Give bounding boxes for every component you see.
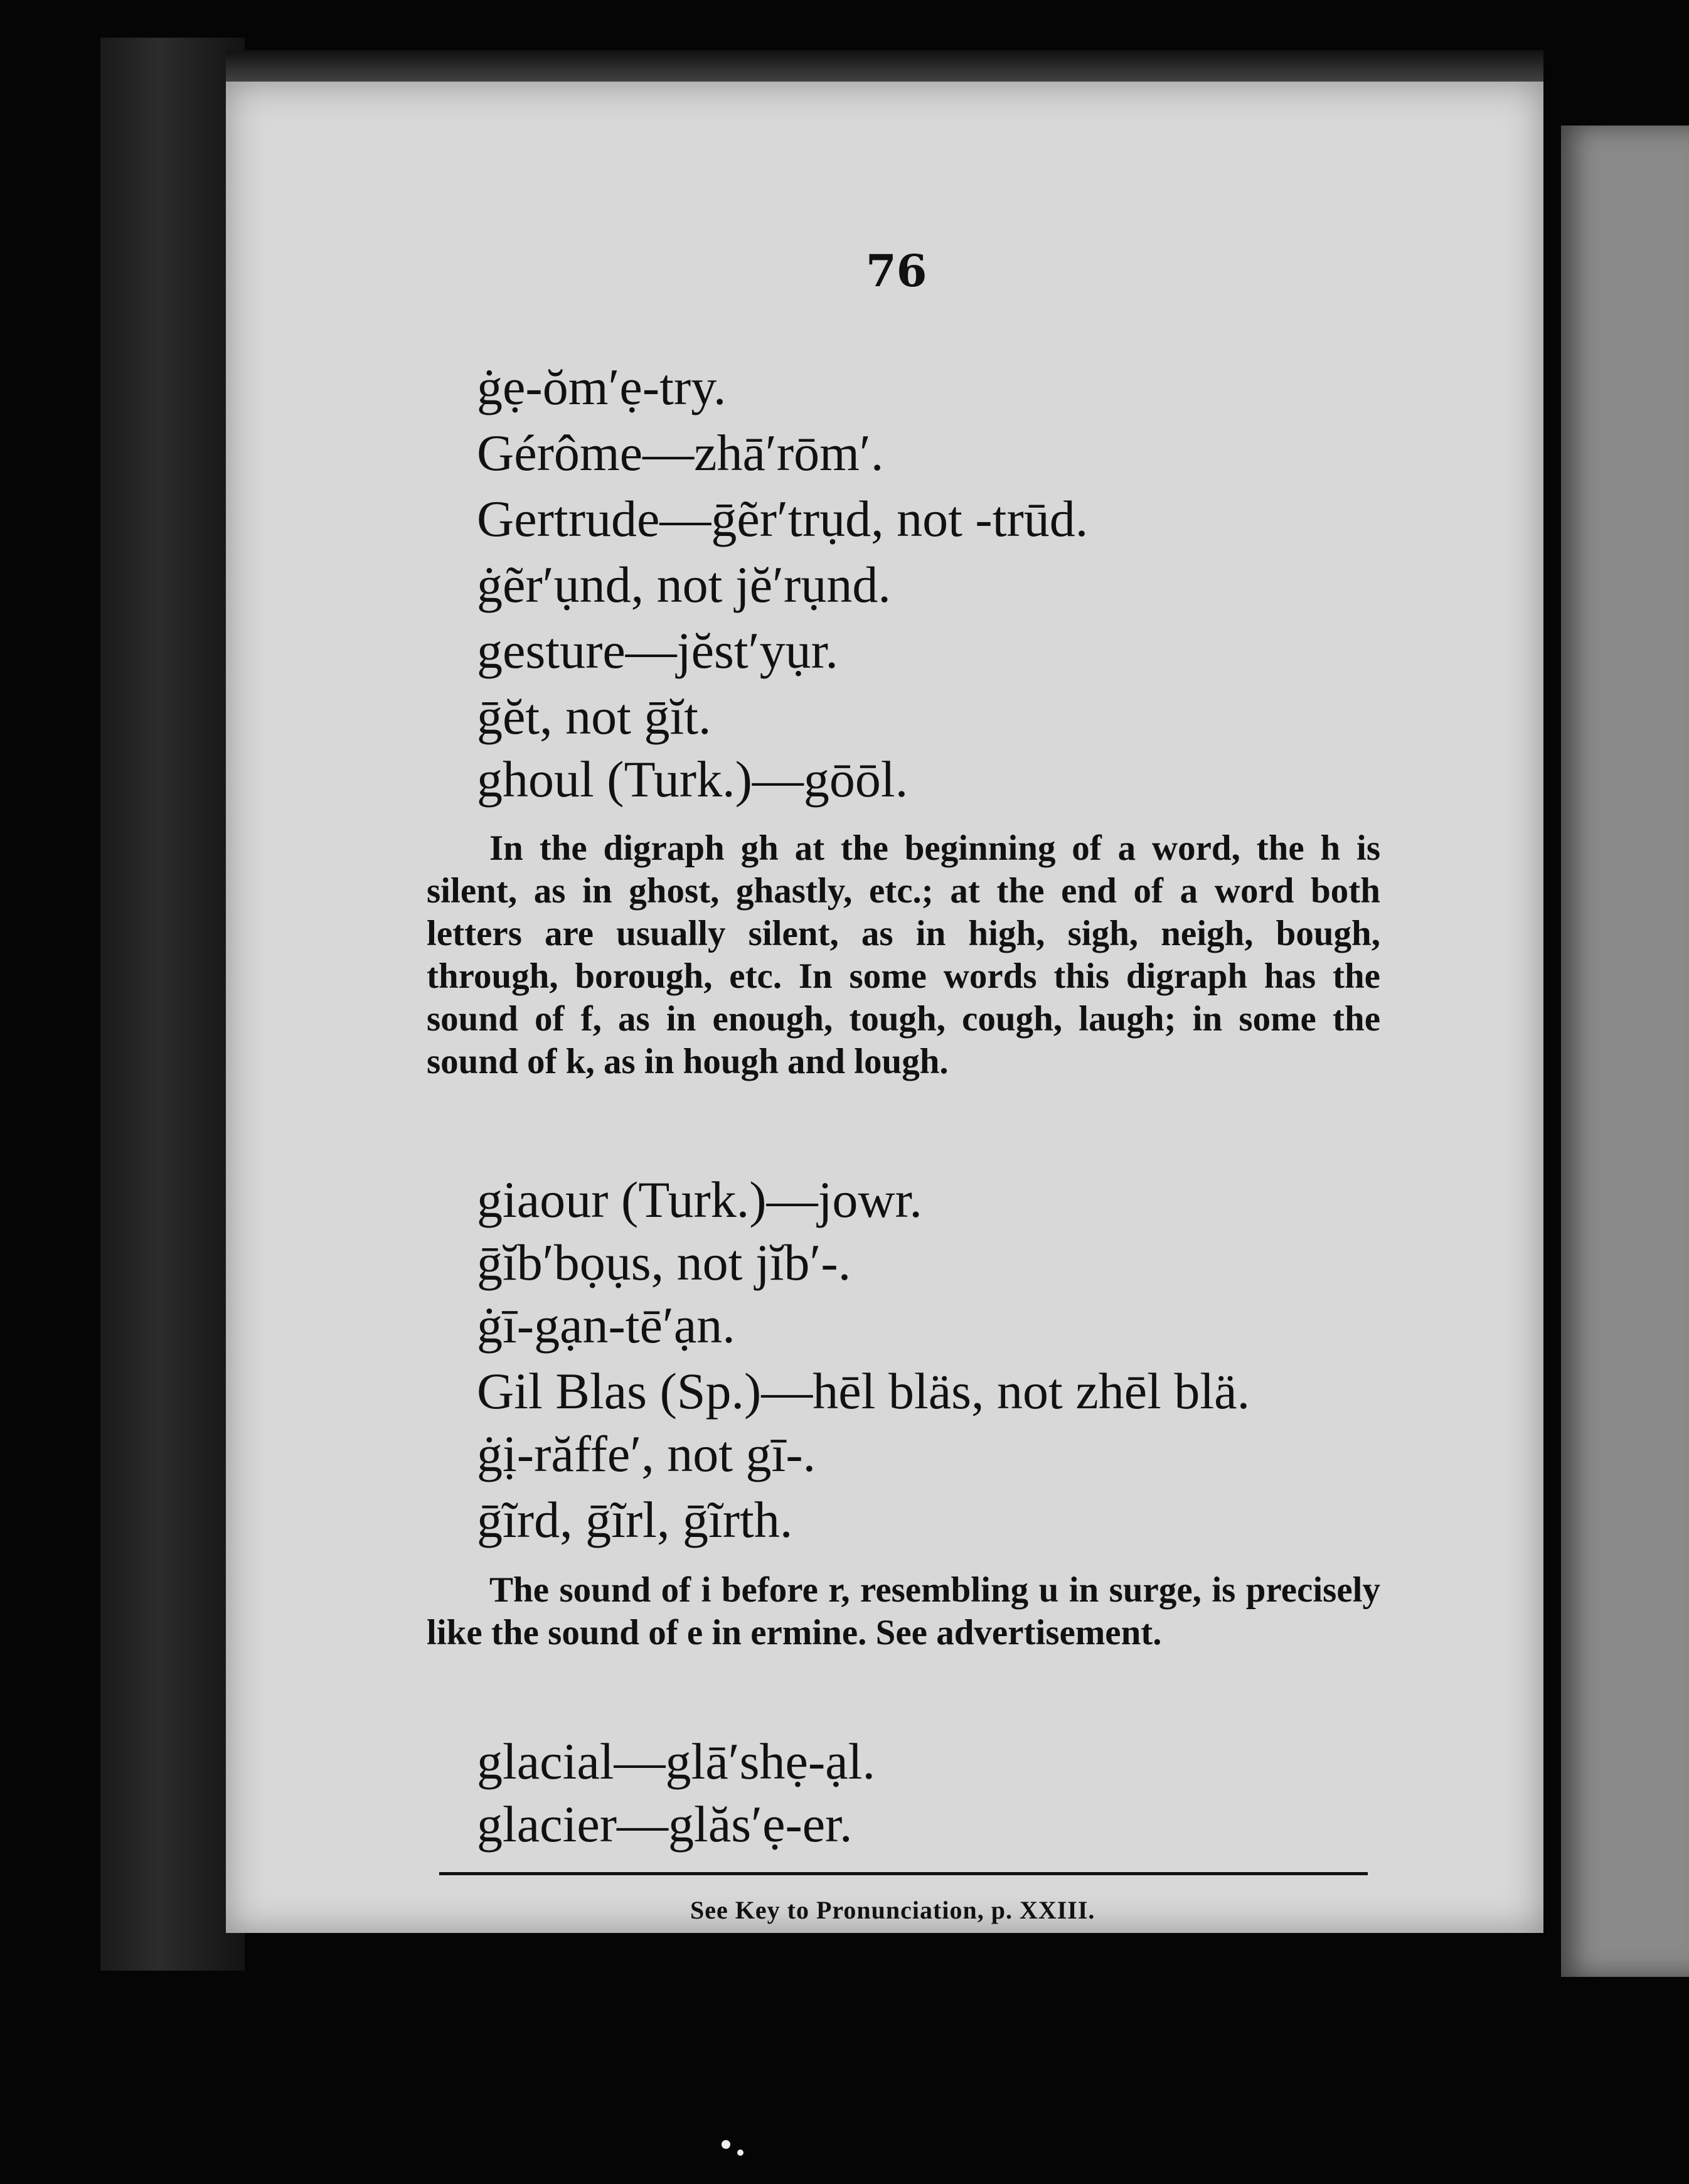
footer-note: See Key to Pronunciation, p. XXIII. xyxy=(690,1896,1095,1924)
dictionary-entry: ġị-răffe′, not gī-. xyxy=(477,1425,816,1482)
note-text: In the digraph gh at the beginning of a word, the h is silent, as in ghost, ghastly, etc.; at the end of a word both letters are usually silent, as in high, sigh, neigh, bough, through, borough, etc. In some words this digraph has the sound of f, as in enough, tough, cough, laugh; in some the sound of k, as in hough and lough. xyxy=(427,828,1380,1081)
dictionary-entry: giaour (Turk.)—jowr. xyxy=(477,1171,922,1228)
dictionary-entry: gesture—jĕst′yụr. xyxy=(477,622,838,679)
dictionary-entry: Gil Blas (Sp.)—hēl bläs, not zhēl blä. xyxy=(477,1362,1250,1420)
dictionary-entry: Gertrude—ḡẽr′trụd, not -trūd. xyxy=(477,490,1089,547)
speck xyxy=(722,2140,730,2149)
note-gh-digraph xyxy=(427,827,1380,1083)
dictionary-entry: ġī-gạn-tē′ạn. xyxy=(477,1297,735,1354)
dictionary-entry: ġẽr′ụnd, not jĕ′rụnd. xyxy=(477,556,891,613)
note-text: The sound of i before r, resembling u in surge, is precisely like the sound of e in ermine. See advertisement. xyxy=(427,1570,1380,1652)
dictionary-entry: ghoul (Turk.)—gōōl. xyxy=(477,751,908,808)
book-edge xyxy=(100,38,245,1971)
dictionary-entry: ġẹ-ŏm′ẹ-try. xyxy=(477,358,727,415)
speck xyxy=(737,2149,743,2156)
dictionary-entry: Gérôme—zhā′rōm′. xyxy=(477,424,884,481)
note-i-before-r xyxy=(427,1569,1380,1654)
dictionary-entry: glacial—glā′shẹ-ạl. xyxy=(477,1733,875,1790)
facing-page-edge xyxy=(1550,126,1689,1977)
footer-rule xyxy=(439,1872,1368,1875)
page-number: 76 xyxy=(866,245,927,297)
dictionary-entry: ḡĕt, not ḡĭt. xyxy=(477,688,711,745)
dictionary-entry: ḡĭb′bọụs, not jĭb′-. xyxy=(477,1234,851,1291)
dictionary-entry: glacier—glăs′ẹ-er. xyxy=(477,1796,853,1853)
dictionary-entry: ḡĩrd, ḡĩrl, ḡĩrth. xyxy=(477,1491,793,1548)
